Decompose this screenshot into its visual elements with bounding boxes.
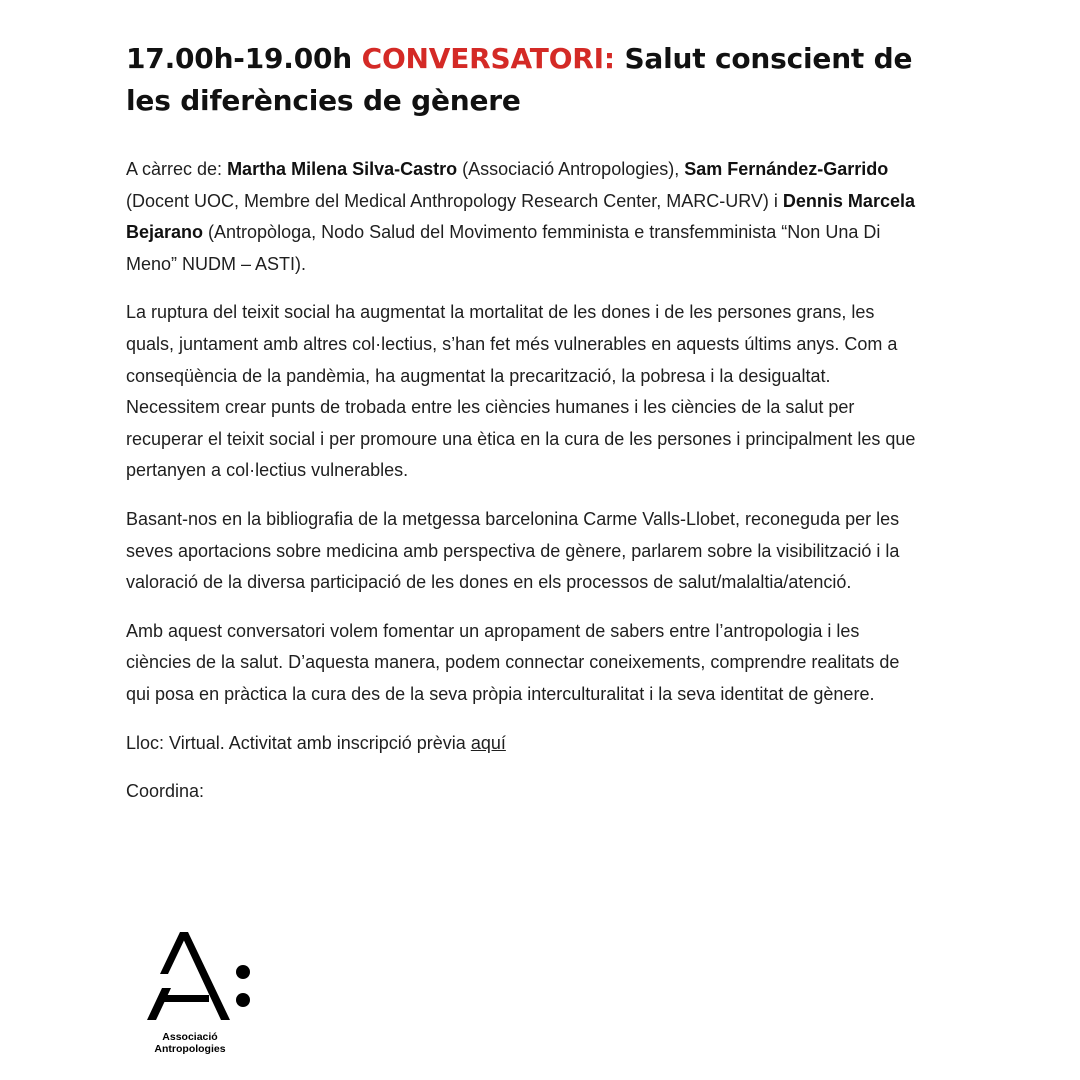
speaker-name-2: Sam Fernández-Garrido xyxy=(684,159,889,179)
event-content xyxy=(126,38,926,825)
speaker-name-3: Dennis Marcela Bejarano xyxy=(126,190,915,243)
speakers-lead: A càrrec de: xyxy=(126,159,228,179)
antropologies-logo-icon xyxy=(144,928,254,1028)
speakers-paragraph xyxy=(126,154,926,280)
speaker-name-1: Martha Milena Silva-Castro xyxy=(227,159,458,179)
registration-link[interactable]: aquí xyxy=(470,732,506,753)
description-paragraph-2: Basant-nos en la bibliografia de la metgessa barcelonina Carme Valls-Llobet, reconeguda per les seves aportacions sobre medicina amb perspectiva de gènere, parlarem sobre la visibilització i la valoració de la diversa participació de les dones en els processos de salut/malaltia/atenció. xyxy=(126,508,900,593)
description-paragraph-3: Amb aquest conversatori volem fomentar un apropament de sabers entre l’antropologia i les ciències de la salut. D’aquesta manera, podem connectar coneixements, comprendre realitats de qui posa en pràctica la cura des de la seva pròpia interculturalitat i la seva identitat de gènere. xyxy=(126,620,900,704)
location-text: Lloc: Virtual. Activitat amb inscripció prèvia xyxy=(126,732,471,753)
logo-caption-line-2: Antropologies xyxy=(154,1043,226,1055)
logo-caption-line-1: Associació xyxy=(162,1031,218,1043)
speaker-affiliation-1: (Associació Antropologies), xyxy=(457,159,685,179)
speaker-affiliation-2: (Docent UOC, Membre del Medical Anthropology Research Center, MARC-URV) i xyxy=(126,190,783,211)
location-line xyxy=(126,728,926,760)
speaker-affiliation-3: (Antropòloga, Nodo Salud del Movimento femminista e transfemminista “Non Una Di Meno” NUDM – ASTI). xyxy=(126,222,881,274)
event-time: 17.00h-19.00h xyxy=(126,42,353,75)
coordina-label: Coordina: xyxy=(126,781,205,802)
event-title xyxy=(126,38,926,122)
description-paragraph-1: La ruptura del teixit social ha augmentat la mortalitat de les dones i de les persones grans, les quals, juntament amb altres col·lectius, s’han fet més vulnerables en aquests últims anys. Com a conseqüència de la pandèmia, ha augmentat la precarització, la pobresa i la desigualtat. Necessitem crear punts de trobada entre les ciències humanes i les ciències de la salut per recuperar el teixit social i per promoure una ètica en la cura de les persones i principalment les que pertanyen a col·lectius vulnerables. xyxy=(126,302,916,481)
event-title-text: Salut conscient de les diferències de gènere xyxy=(126,42,913,117)
event-type: CONVERSATORI: xyxy=(361,42,615,75)
logo-caption xyxy=(144,1031,236,1055)
antropologies-logo xyxy=(144,928,254,1058)
